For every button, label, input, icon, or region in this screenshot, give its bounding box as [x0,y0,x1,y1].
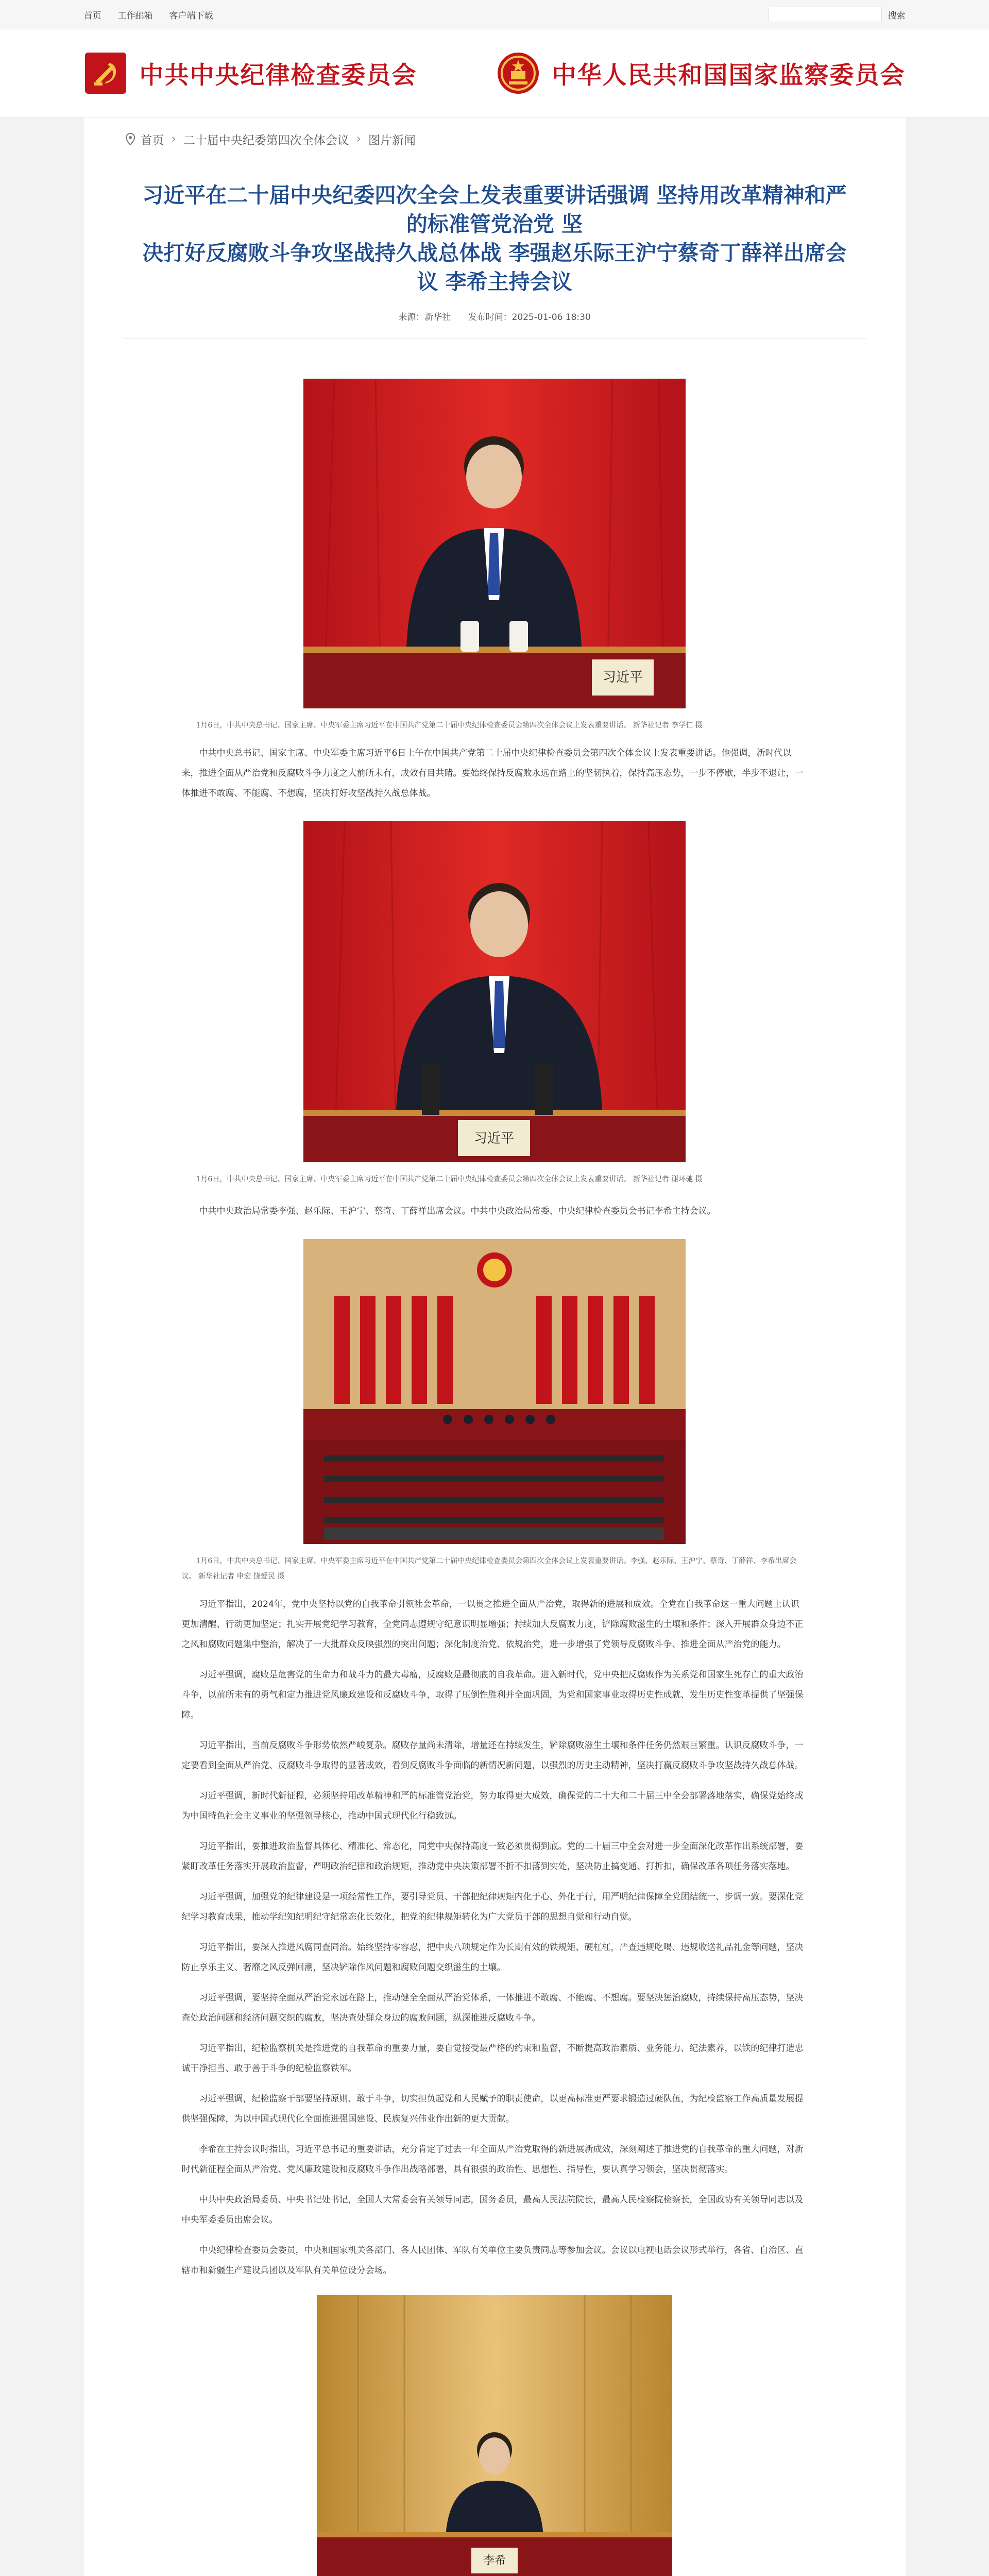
name-placard-4: 李希 [483,2554,506,2567]
breadcrumb-home[interactable]: 首页 [140,133,164,147]
top-link-mail[interactable]: 工作邮箱 [117,10,153,21]
top-link-home[interactable]: 首页 [83,10,101,21]
paragraph-11: 习近平指出，纪检监察机关是推进党的自我革命的重要力量，要自觉接受最严格的约束和监督，不断提高政治素质、业务能力、纪法素养，以铁的纪律打造忠诚干净担当、敢于善于斗争的纪检监察铁军。 [181,2043,804,2074]
paragraph-13: 李希在主持会议时指出，习近平总书记的重要讲话，充分肯定了过去一年全面从严治党取得的新进展新成效，深刻阐述了推进党的自我革命的重大问题，对新时代新征程全面从严治党、党风廉政建设和反腐败斗争作出战略部署，具有很强的政治性、思想性、指导性，要认真学习领会，坚决贯彻落实。 [181,2144,804,2175]
main-content [84,117,906,2576]
article-meta [123,310,867,338]
time-value: 2025-01-06 18:30 [511,312,591,323]
caption-3: 1月6日，中共中央总书记、国家主席、中央军委主席习近平在中国共产党第二十届中央纪律检查委员会第四次全体会议上发表重要讲话。李强、赵乐际、王沪宁、蔡奇、丁薛祥、李希出席会议。 新华社记者 申宏 饶爱民 摄 [181,1557,797,1581]
name-placard-1: 习近平 [602,670,643,685]
ccdi-brand[interactable] [84,52,417,95]
paragraph-4: 习近平强调，腐败是危害党的生命力和战斗力的最大毒瘤，反腐败是最彻底的自我革命。进入新时代，党中央把反腐败作为关系党和国家生死存亡的重大政治斗争，以前所未有的勇气和定力推进党风廉政建设和反腐败斗争，取得了压倒性胜利并全面巩固，为党和国家事业取得历史性成就、发生历史性变革提供了坚强保障。 [181,1670,804,1720]
breadcrumb-photo-news[interactable]: 图片新闻 [368,133,416,147]
article-body [84,379,906,2576]
name-placard-2: 习近平 [473,1131,515,1146]
nsc-brand[interactable] [497,52,906,95]
title-line-2: 决打好反腐败斗争攻坚战持久战总体战 李强赵乐际王沪宁蔡奇丁薛祥出席会议 李希主持会议 [142,241,847,294]
paragraph-1: 中共中央总书记、国家主席、中央军委主席习近平6日上午在中国共产党第二十届中央纪律检查委员会第四次全体会议上发表重要讲话。他强调，新时代以来，推进全面从严治党和反腐败斗争力度之大前所未有，成效有目共睹。要始终保持反腐败永远在路上的坚韧执着，保持高压态势，一步不停歇，半步不退让，一体推进不敢腐、不能腐、不想腐，坚决打好攻坚战持久战总体战。 [181,748,804,799]
breadcrumb [84,117,906,161]
paragraph-2: 中共中央政治局常委李强、赵乐际、王沪宁、蔡奇、丁薛祥出席会议。中共中央政治局常委、中央纪律检查委员会书记李希主持会议。 [199,1206,716,1216]
photo-report [317,2295,672,2576]
national-emblem-icon [497,52,540,95]
chevron-right-icon: › [356,132,361,146]
ccdi-name: 中共中央纪律检查委员会 [139,61,417,90]
source-label: 来源： [398,312,425,323]
paragraph-12: 习近平强调，纪检监察干部要坚持原则、敢于斗争，切实担负起党和人民赋予的职责使命，以更高标准更严要求锻造过硬队伍，为纪检监察工作高质量发展提供坚强保障，为以中国式现代化全面推进强国建设、民族复兴伟业作出新的更大贡献。 [181,2094,804,2124]
paragraph-9: 习近平指出，要深入推进风腐同查同治。始终坚持零容忍，把中央八项规定作为长期有效的铁规矩、硬杠杠，严查违规吃喝、违规收送礼品礼金等问题，坚决防止享乐主义、奢靡之风反弹回潮，坚决铲除作风问题和腐败问题交织滋生的土壤。 [181,1942,804,1973]
search-button[interactable]: 搜索 [888,10,906,21]
breadcrumb-plenary[interactable]: 二十届中央纪委第四次全体会议 [183,133,349,147]
site-header [0,29,989,117]
photo-speech-2 [303,821,686,1162]
paragraph-14: 中共中央政治局委员、中央书记处书记，全国人大常委会有关领导同志，国务委员，最高人民法院院长，最高人民检察院检察长，全国政协有关领导同志以及中央军委委员出席会议。 [181,2195,804,2225]
chevron-right-icon: › [171,132,176,146]
top-bar [0,0,989,29]
article-title [84,161,906,296]
caption-1: 1月6日，中共中央总书记、国家主席、中央军委主席习近平在中国共产党第二十届中央纪律检查委员会第四次全体会议上发表重要讲话。 新华社记者 李学仁 摄 [196,721,703,730]
source-value: 新华社 [424,312,451,323]
paragraph-5: 习近平指出，当前反腐败斗争形势依然严峻复杂。腐败存量尚未清除，增量还在持续发生，铲除腐败滋生土壤和条件任务仍然艰巨繁重。认识反腐败斗争，一定要看到全面从严治党、反腐败斗争取得的显著成效，看到反腐败斗争面临的新情况新问题，以强烈的历史主动精神，坚决打赢反腐败斗争攻坚战持久战总体战。 [181,1740,804,1771]
photo-speech-1 [303,379,686,708]
title-line-1: 习近平在二十届中央纪委四次全会上发表重要讲话强调 坚持用改革精神和严的标准管党治党 坚 [142,183,847,236]
paragraph-8: 习近平强调，加强党的纪律建设是一项经常性工作，要引导党员、干部把纪律规矩内化于心、外化于行，用严明纪律保障全党团结统一、步调一致。要深化党纪学习教育成果，推动学纪知纪明纪守纪常态化长效化，把党的纪律规矩转化为广大党员干部的思想自觉和行动自觉。 [181,1892,804,1922]
nsc-name: 中华人民共和国国家监察委员会 [552,61,906,90]
paragraph-10: 习近平强调，要坚持全面从严治党永远在路上，推动健全全面从严治党体系，一体推进不敢腐、不能腐、不想腐。要坚决惩治腐败，持续保持高压态势，坚决查处政治问题和经济问题交织的腐败，坚决查处群众身边的腐败问题，纵深推进反腐败斗争。 [181,1993,804,2023]
top-link-app[interactable]: 客户端下载 [169,10,213,21]
party-emblem-icon [84,52,127,95]
paragraph-7: 习近平指出，要推进政治监督具体化、精准化、常态化，同党中央保持高度一致必须贯彻到底。党的二十届三中全会对进一步全面深化改革作出系统部署，要紧盯改革任务落实开展政治监督，严明政治纪律和政治规矩，推动党中央决策部署不折不扣落到实处，坚决防止搞变通、打折扣，确保改革各项任务落实落地。 [181,1841,804,1872]
search-box [769,7,906,22]
paragraph-15: 中央纪律检查委员会委员，中央和国家机关各部门、各人民团体、军队有关单位主要负责同志等参加会议。会议以电视电话会议形式举行，各省、自治区、直辖市和新疆生产建设兵团以及军队有关单位设分会场。 [181,2245,804,2276]
paragraph-3: 习近平指出，2024年，党中央坚持以党的自我革命引领社会革命，一以贯之推进全面从严治党，取得新的进展和成效。全党在自我革命这一重大问题上认识更加清醒、行动更加坚定；扎实开展党纪学习教育，全党同志遵规守纪意识明显增强；持续加大反腐败力度，铲除腐败滋生的土壤和条件；深入开展群众身边不正之风和腐败问题集中整治，解决了一大批群众反映强烈的突出问题；深化制度治党、依规治党，进一步增强了党领导反腐败斗争、推进全面从严治党的能力。 [181,1599,804,1650]
paragraph-6: 习近平强调，新时代新征程，必须坚持用改革精神和严的标准管党治党，努力取得更大成效，确保党的二十大和二十届三中全会部署落地落实，确保党始终成为中国特色社会主义事业的坚强领导核心，推动中国式现代化行稳致远。 [181,1791,804,1821]
photo-conference-hall [303,1239,686,1544]
caption-2: 1月6日，中共中央总书记、国家主席、中央军委主席习近平在中国共产党第二十届中央纪律检查委员会第四次全体会议上发表重要讲话。 新华社记者 谢环驰 摄 [196,1175,703,1183]
location-icon [125,133,135,145]
search-input[interactable] [769,7,882,22]
time-label: 发布时间： [468,312,512,323]
